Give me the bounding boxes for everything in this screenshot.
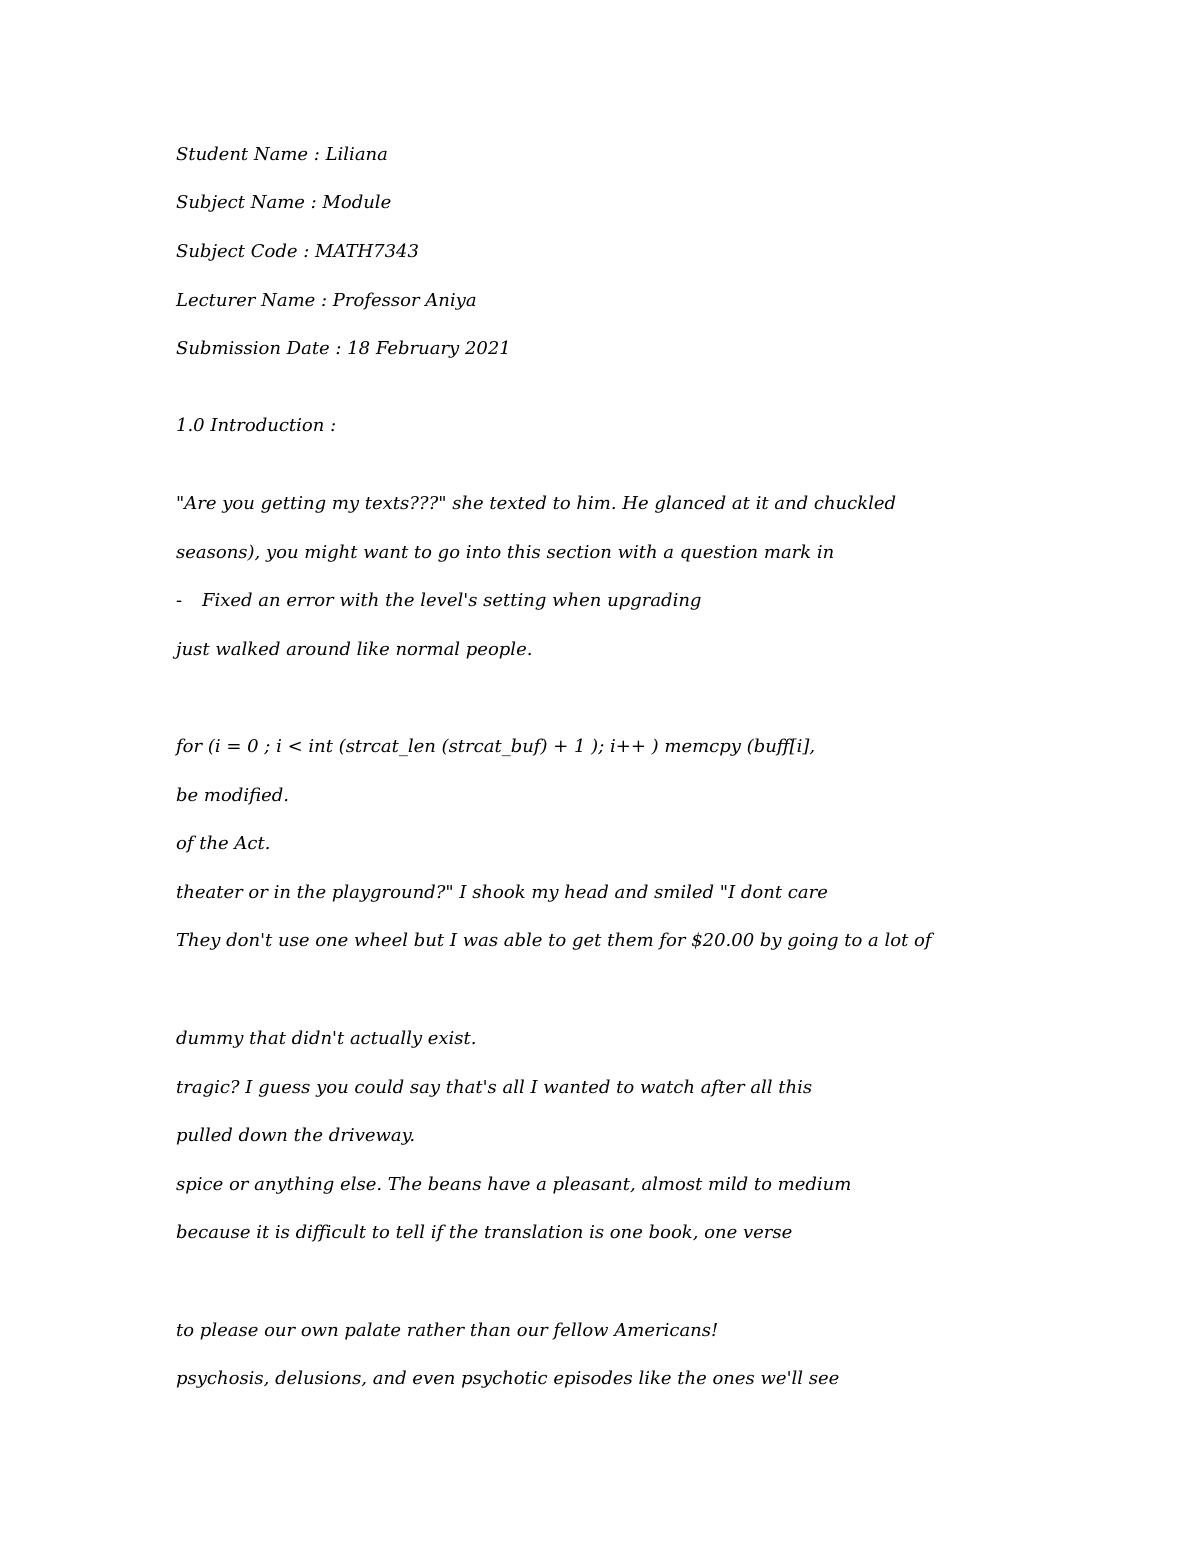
student-name-line: Student Name : Liliana <box>176 144 388 165</box>
code-line: for (i = 0 ; i < int (strcat_len (strcat_buf) + 1 ); i++ ) memcpy (buff[i], <box>176 736 816 757</box>
body-line: tragic? I guess you could say that's all I wanted to watch after all this <box>176 1077 813 1098</box>
body-line: of the Act. <box>176 833 271 854</box>
body-line: just walked around like normal people. <box>176 639 533 660</box>
body-line: They don't use one wheel but I was able to get them for $20.00 by going to a lot of <box>176 930 932 951</box>
lecturer-name-line: Lecturer Name : Professor Aniya <box>176 290 477 311</box>
section-heading: 1.0 Introduction : <box>176 415 337 436</box>
body-line: "Are you getting my texts???" she texted to him. He glanced at it and chuckled <box>176 493 897 514</box>
body-line: because it is difficult to tell if the translation is one book, one verse <box>176 1222 793 1243</box>
body-line: psychosis, delusions, and even psychotic episodes like the ones we'll see <box>176 1368 840 1389</box>
body-line: pulled down the driveway. <box>176 1125 416 1146</box>
subject-name-line: Subject Name : Module <box>176 192 392 213</box>
bullet-item <box>176 589 701 613</box>
bullet-text: Fixed an error with the level's setting when upgrading <box>202 590 702 611</box>
body-line: to please our own palate rather than our fellow Americans! <box>176 1320 719 1341</box>
body-line: dummy that didn't actually exist. <box>176 1028 477 1049</box>
body-line: spice or anything else. The beans have a pleasant, almost mild to medium <box>176 1174 852 1195</box>
body-line: seasons), you might want to go into this section with a question mark in <box>176 542 835 563</box>
subject-code-line: Subject Code : MATH7343 <box>176 241 419 262</box>
body-line: be modified. <box>176 785 289 806</box>
bullet-marker: - <box>176 590 183 611</box>
body-line: theater or in the playground?" I shook my head and smiled "I dont care <box>176 882 828 903</box>
submission-date-line: Submission Date : 18 February 2021 <box>176 338 511 359</box>
